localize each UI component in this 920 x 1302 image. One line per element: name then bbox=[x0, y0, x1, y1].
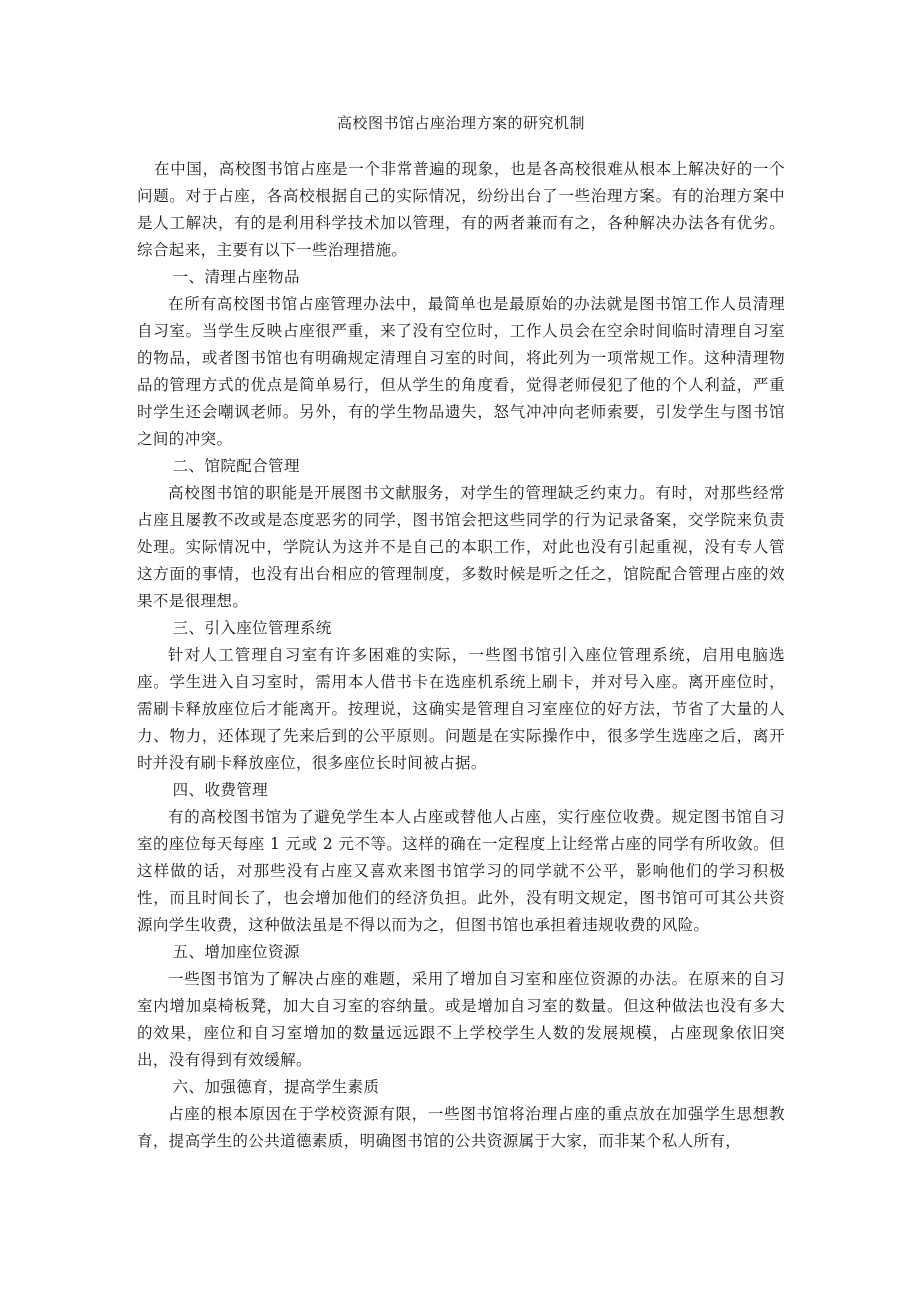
intro-paragraph: 在中国，高校图书馆占座是一个非常普遍的现象，也是各高校很难从根本上解决好的一个问题。对于占座，各高校根据自己的实际情况，纷纷出台了一些治理方案。有的治理方案中是人工解决，有的是利用科学技术加以管理，有的两者兼而有之，各种解决办法各有优劣。综合起来，主要有以下一些治理措施。 bbox=[137, 160, 785, 259]
section-body-3: 针对人工管理自习室有许多困难的实际，一些图书馆引入座位管理系统，启用电脑选座。学生进入自习室时，需用本人借书卡在选座机系统上刷卡，并对号入座。离开座位时，需刷卡释放座位后才能离开。按理说，这确实是管理自习室座位的好方法，节省了大量的人力、物力，还体现了先来后到的公平原则。问题是在实际操作中，很多学生选座之后，离开时并没有刷卡释放座位，很多座位长时间被占据。 bbox=[137, 646, 785, 772]
section-body-6: 占座的根本原因在于学校资源有限，一些图书馆将治理占座的重点放在加强学生思想教育，提高学生的公共道德素质，明确图书馆的公共资源属于大家，而非某个私人所有， bbox=[137, 1105, 785, 1150]
section-body-2: 高校图书馆的职能是开展图书文献服务，对学生的管理缺乏约束力。有时，对那些经常占座且屡教不改或是态度恶劣的同学，图书馆会把这些同学的行为记录备案，交学院来负责处理。实际情况中，学院认为这并不是自己的本职工作，对此也没有引起重视，没有专人管这方面的事情，也没有出台相应的管理制度，多数时候是听之任之，馆院配合管理占座的效果不是很理想。 bbox=[137, 484, 785, 610]
section-heading-4: 四、收费管理 bbox=[172, 781, 269, 799]
section-heading-1: 一、清理占座物品 bbox=[172, 268, 300, 286]
document-title: 高校图书馆占座治理方案的研究机制 bbox=[336, 114, 585, 132]
section-heading-5: 五、增加座位资源 bbox=[172, 943, 300, 961]
section-body-1: 在所有高校图书馆占座管理办法中，最简单也是最原始的办法就是图书馆工作人员清理自习室。当学生反映占座很严重，来了没有空位时，工作人员会在空余时间临时清理自习室的物品，或者图书馆也有明确规定清理自习室的时间，将此列为一项常规工作。这种清理物品的管理方式的优点是简单易行，但从学生的角度看，觉得老师侵犯了他的个人利益，严重时学生还会嘲讽老师。另外，有的学生物品遗失，怒气冲冲向老师索要，引发学生与图书馆之间的冲突。 bbox=[137, 295, 785, 448]
section-body-5: 一些图书馆为了解决占座的难题，采用了增加自习室和座位资源的办法。在原来的自习室内增加桌椅板凳，加大自习室的容纳量。或是增加自习室的数量。但这种做法也没有多大的效果，座位和自习室增加的数量远远跟不上学校学生人数的发展规模，占座现象依旧突出，没有得到有效缓解。 bbox=[137, 970, 785, 1069]
document-page bbox=[137, 112, 785, 1155]
section-body-4: 有的高校图书馆为了避免学生本人占座或替他人占座，实行座位收费。规定图书馆自习室的座位每天每座 1 元或 2 元不等。这样的确在一定程度上让经常占座的同学有所收敛。但这样做的话，对那些没有占座又喜欢来图书馆学习的同学就不公平，影响他们的学习积极性，而且时间长了，也会增加他们的经济负担。此外，没有明文规定，图书馆可可其公共资源向学生收费，这种做法虽是不得以而为之，但图书馆也承担着违规收费的风险。 bbox=[137, 808, 785, 934]
section-heading-2: 二、馆院配合管理 bbox=[172, 457, 300, 475]
section-heading-3: 三、引入座位管理系统 bbox=[172, 619, 332, 637]
section-heading-6: 六、加强德育，提高学生素质 bbox=[172, 1078, 380, 1096]
